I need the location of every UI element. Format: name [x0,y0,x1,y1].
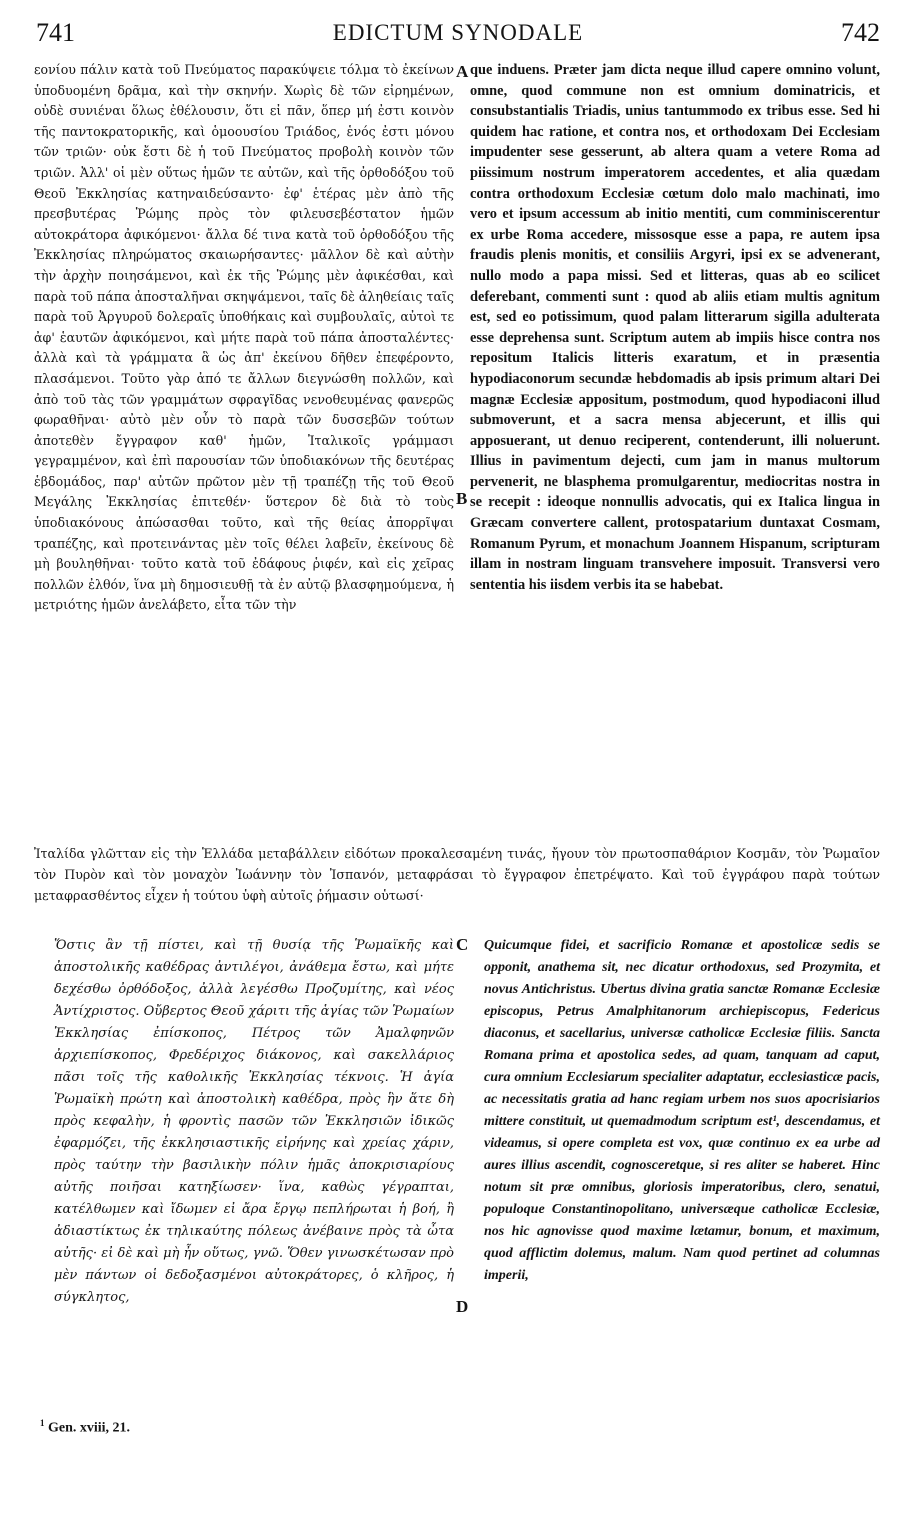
full-width-greek-paragraph: Ἰταλίδα γλῶτταν εἰς τὴν Ἑλλάδα μεταβάλλειν εἰδότων προκαλεσαμένη τινάς, ἤγουν τὸν πρωτοσπαθάριον Κοσμᾶν, τὸν Ῥωμαῖον τὸν Πυρὸν καὶ τὸν μοναχὸν Ἰωάννην τὸν Ἰσπανόν, μεταφράσαι τὸ ἔγγραφον ἐπετρέψατο. Καὶ τοῦ ἐγγράφου παρὰ τούτων μεταφρασθέντος εἶχεν ἡ τούτου ὑφὴ αὐτοῖς ῥήμασιν οὑτωσί· [34,846,880,903]
section-marker-a: A [456,62,469,81]
page-number-right: 742 [841,18,880,47]
page-number-left: 741 [36,18,75,47]
latin-column-bottom [484,935,880,1287]
latin-paragraph-bottom: Quicumque fidei, et sacrificio Romanæ et apostolicæ sedis se opponit, anathema sit, nec dicatur orthodoxus, sed Prozymita, et novus Antichristus. Ubertus divina gratia sanctæ Romanæ Ecclesiæ episcopus, Petrus Amalphitanorum archiepiscopus, Federicus diaconus, et sacellarius, universæ catholicæ Ecclesiæ filiis. Sancta Romana prima et apostolica sedes, ad quam, tanquam ad caput, cura omnium Ecclesiarum specialiter adaptatur, ecclesiasticæ pacis, ac necessitatis gratia ad hanc regiam urbem nos suos apocrisiarios mittere constituit, ut quemadmodum scriptum est¹, descendamus, et videamus, si opere completa est vox, quæ continuo ex ea urbe ad aures illius ascendit, cognosceretque, si res aliter se haberet. Hinc notum sit præ omnibus, gloriosis imperatoribus, clero, senatui, populoque Constantinopolitano, universæque catholicæ Ecclesiæ, nos hic agnovisse quod maxime lætamur, bonum, et maximum, quod afflictim dolemus, malum. Nam quod pertinet ad columnas imperii, [484,938,880,1283]
greek-paragraph-top: εονίου πάλιν κατὰ τοῦ Πνεύματος παρακύψειε τόλμα τὸ ἐκείνων ὑποδυομένη δρᾶμα, καὶ τὴν σκηνήν. Χωρὶς δὲ τῶν εἰρημένων, οὐδὲ συνιέναι ὅλως ἐθέλουσιν, ὅτι εἰ πᾶν, ὅπερ μή ἐστι κοινὸν τῆς παντοκρατορικῆς, καὶ ὁμοουσίου Τριάδος, ἑνός ἐστι μόνου τῶν τριῶν· οὐκ ἔστι δὲ ἡ τοῦ Πνεύματος προβολὴ κοινὸν τῶν τριῶν. Ἀλλ' οἱ μὲν οὕτως ἡμῶν τε αὐτῶν, καὶ τῆς ὀρθοδόξου τοῦ Θεοῦ Ἐκκλησίας κατηναιδεύσαντο· ἐφ' ἑτέρας μὲν ἀπὸ τῆς πρεσβυτέρας Ῥώμης πρὸς τὸν φιλευσεβέστατον ἡμῶν αὐτοκράτορα ἀφικόμενοι· ἄλλα δέ τινα κατὰ τοῦ ὀρθοδόξου τῆς Ἐκκλησίας πληρώματος σκαιωρήσαντες· μᾶλλον δὲ καὶ αὐτὴν τὴν ἀρχὴν ποιησάμενοι, καὶ ἐκ τῆς Ῥώμης μὲν ἀφικέσθαι, καὶ παρὰ τοῦ πάπα ἀποσταλῆναι σκηψάμενοι, ταῖς δὲ ἀληθείαις ταῖς παρὰ τοῦ Ἀργυροῦ δολεραῖς ὑποθήκαις καὶ συμβουλαῖς, αὐτοὶ τε ἀφ' ἑαυτῶν ἀφικόμενοι, καὶ μήτε παρὰ τοῦ πάπα ἀποσταλέντες· ἀλλὰ καὶ τὰ γράμματα ἃ ὡς ἀπ' ἐκείνου δῆθεν ἐπεφέροντο, πλασάμενοι. Τοῦτο γὰρ ἀπό τε ἄλλων διεγνώσθη πολλῶν, καὶ ἀπὸ τοῦ τὰς τῶν γραμμάτων σφραγῖδας νενοθευμένας φανερῶς φωραθῆναι· αὐτὸ μὲν οὖν τὸ παρὰ τῶν δυσσεβῶν τούτων ἀποτεθὲν ἔγγραφον καθ' ἡμῶν, Ἰταλικοῖς γράμμασι γεγραμμένον, καὶ ἐπὶ παρουσίαν τῶν ὑποδιακόνων τῆς δευτέρας ἑβδομάδος, παρ' αὐτῶν πρῶτον μὲν τῇ τραπέζῃ τῆς τοῦ Θεοῦ Μεγάλης Ἐκκλησίας ἐπιτεθέν· ὕστερον δὲ διὰ τὸ τοὺς ὑποδιακόνους ἀπώσασθαι τοῦτο, καὶ τῆς θείας ἀπορρῖψαι τραπέζης, καὶ προτεινάντας μὲν τοῖς θέλει λαβεῖν, ἐκείνους δὲ μὴ βουληθῆναι· τοῦτο κατὰ τοῦ ἐδάφους ῥιφέν, καὶ εἰς χεῖρας πολλῶν ἐλθόν, ἵνα μὴ δημοσιευθῇ τὰ ἐν αὐτῷ βλασφημούμενα, ἡ μετριότης ἡμῶν ἀνελάβετο, εἶτα τῶν τὴν [34,62,454,613]
greek-column-bottom [54,935,454,1309]
greek-paragraph-bottom: Ὅστις ἂν τῇ πίστει, καὶ τῇ θυσίᾳ τῆς Ῥωμαϊκῆς καὶ ἀποστολικῆς καθέδρας ἀντιλέγοι, ἀνάθεμα ἔστω, καὶ μήτε δεχέσθω ὀρθόδοξος, ἀλλὰ λεγέσθω Προζυμίτης, καὶ νέος Ἀντίχριστος. Οὔβερτος Θεοῦ χάριτι τῆς ἁγίας τῶν Ῥωμαίων Ἐκκλησίας ἐπίσκοπος, Πέτρος τῶν Ἀμαλφηνῶν ἀρχιεπίσκοπος, Φρεδέριχος διάκονος, καὶ σακελλάριος πᾶσι τοῖς τῆς καθολικῆς Ἐκκλησίας τέκνοις. Ἡ ἁγία Ῥωμαϊκὴ πρώτη καὶ ἀποστολικὴ καθέδρα, πρὸς ἣν ἅτε δὴ πρὸς κεφαλὴν, ἡ φροντὶς πασῶν τῶν Ἐκκλησιῶν ἰδικῶς ἐφαρμόζει, τῆς ἐκκλησιαστικῆς εἰρήνης καὶ χρείας χάριν, πρὸς ταύτην τὴν βασιλικὴν πόλιν ἡμᾶς ἀποκρισιαρίους αὐτῆς ποιῆσαι κατηξίωσεν· ἵνα, καθὼς γέγραπται, κατέλθωμεν καὶ ἴδωμεν εἰ ἄρα ἔργῳ πεπλήρωται ἡ βοή, ἢ ἀδιαστίκτως ἐκ τηλικαύτης πόλεως ἀνέβαινε πρὸς τὰ ὦτα αὐτῆς· εἰ δὲ καὶ μὴ ἦν οὕτως, γνῶ. Ὅθεν γινωσκέτωσαν πρὸ μὲν πάντων οἱ δεδοξασμένοι αὐτοκράτορες, ὁ κλῆρος, ἡ σύγκλητος, [54,938,454,1305]
section-marker-d: D [456,1297,469,1316]
running-title: EDICTUM SYNODALE [332,20,584,45]
latin-paragraph-top: que induens. Præter jam dicta neque illud capere omnino volunt, omne, quod commune non est omnium dominatricis, et consubstantialis Triadis, unius tantummodo ex tribus esse. Sed hi quidem hac ratione, et contra nos, et orthodoxam Dei Ecclesiam impudenter sese gesserunt, ab altera quam a vetere Roma ad piissimum nostrum imperatorem accedentes, et alia quædam contra orthodoxum Ecclesiæ cœtum dolo malo machinati, imo vero et ipsum accessum ab initio mentiti, cum comminiscerentur ex urbe Roma accedere, missosque esse a papa, re autem ipsa fraudis plenis monitis, et consiliis Argyri, ipsi ex se advenerant, nullo modo a papa missi. Sed et litteras, quas ab eo scilicet deferebant, commenti sunt : quod ab aliis etiam multis agnitum est, sed eo potissimum, quod palam litterarum sigilla adulterata esse deprehensa sunt. Scriptum autem ab impiis hisce contra nos repositum Italicis litteris exaratum, et in præsentia hypodiaconorum secundæ hebdomadis ab ipsis primum altari Dei magnæ Ecclesiæ appositum, postmodum, quod hypodiaconi illud submoverunt, et a sacra mensa abjecerunt, et illis qui apposuerant, ut denuo reciperent, contenderunt, illi noluerunt. Illius in pavimentum dejecti, cum jam in manus multorum pervenerit, ne blasphema promulgarentur, mediocritas nostra in se recepit : ideoque nonnullis advocatis, qui ex Italica lingua in Græcam convertere callent, protospatarium duntaxat Cosmam, Romanum Pyrum, et monachum Joannem Hispanum, scripturam illam in nostram linguam transvehere imposuit. Transversi vero sententia his iisdem verbis ita se habebat. [470,62,880,593]
greek-column-top [34,60,454,616]
footnote [40,1418,130,1437]
running-header [36,18,880,52]
footnote-mark: 1 [40,1418,45,1428]
section-marker-b: B [456,489,468,508]
section-marker-c: C [456,935,469,954]
latin-column-top [470,60,880,595]
footnote-text: Gen. xviii, 21. [48,1420,131,1436]
